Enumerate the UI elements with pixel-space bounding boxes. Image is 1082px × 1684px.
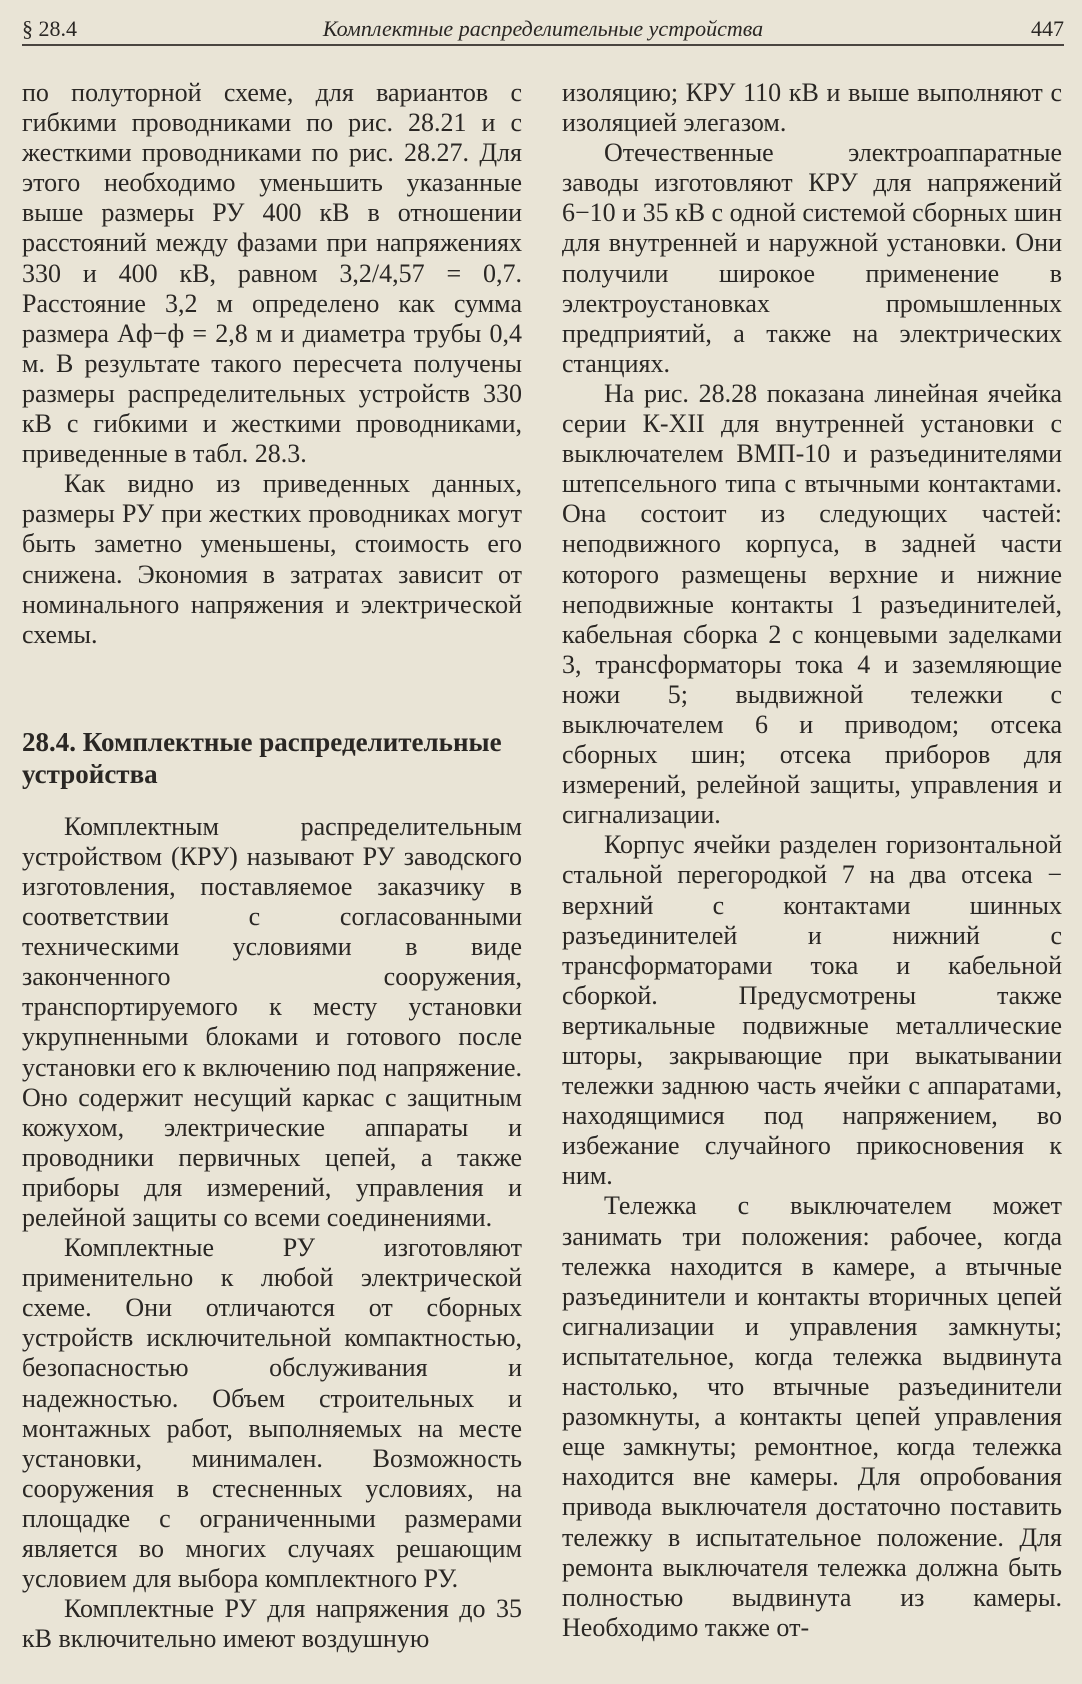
paragraph: Комплектные РУ изготовляют применительно к любой электрической схеме. Они отличаются от сборных устройств исключительной компактностью, безопасностью обслуживания и надежностью. Объем строительных и монтажных работ, выполняемых на месте установки, минимален. Возможность сооружения в стесненных условиях, на площадке с ограниченными размерами является во многих случаях решающим условием для выбора комплектного РУ. (22, 1233, 522, 1594)
paragraph: Корпус ячейки разделен горизонтальной стальной перегородкой 7 на два отсека − верхний с контактами шинных разъединителей и нижний с трансформаторами тока и кабельной сборкой. Предусмотрены также вертикальные подвижные металлические шторы, закрывающие при выкатывании тележки заднюю часть ячейки с аппаратами, находящимися под напряжением, во избежание случайного прикосновения к ним. (562, 830, 1062, 1191)
paragraph: На рис. 28.28 показана линейная ячейка серии К-XII для внутренней установки с выключателем ВМП-10 и разъединителями штепсельного типа с втычными контактами. Она состоит из следующих частей: неподвижного корпуса, в задней части которого размещены верхние и нижние неподвижные контакты 1 разъединителей, кабельная сборка 2 с концевыми заделками 3, трансформаторы тока 4 и заземляющие ножи 5; выдвижной тележки с выключателем 6 и приводом; отсека сборных шин; отсека приборов для измерений, релейной защиты, управления и сигнализации. (562, 378, 1062, 830)
running-title: Комплектные распределительные устройства (322, 16, 764, 41)
paragraph: Тележка с выключателем может занимать три положения: рабочее, когда тележка находится в камере, а втычные разъединители и контакты вторичных цепей сигнализации и управления замкнуты; испытательное, когда тележка выдвинута настолько, что втычные разъединители разомкнуты, а контакты цепей управления еще замкнуты; ремонтное, когда тележка находится вне камеры. Для опробования привода выключателя достаточно поставить тележку в испытательное положение. Для ремонта выключателя тележка должна быть полностью выдвинута из камеры. Необходимо также от- (562, 1191, 1062, 1642)
paragraph: Как видно из приведенных данных, размеры РУ при жестких проводниках могут быть заметно уменьшены, стоимость его снижена. Экономия в затратах зависит от номинального напряжения и электрической схемы. (22, 469, 522, 649)
paragraph: Комплектные РУ для напряжения до 35 кВ включительно имеют воздушную (22, 1594, 522, 1654)
paragraph: изоляцию; КРУ 110 кВ и выше выполняют с изоляцией элегазом. (562, 78, 1062, 138)
paragraph: Комплектным распределительным устройством (КРУ) называют РУ заводского изготовления, поставляемое заказчику в соответствии с согласованными техническими условиями в виде законченного сооружения, транспортируемого к месту установки укрупненными блоками и готового после установки его к включению под напряжение. Оно содержит несущий каркас с защитным кожухом, электрические аппараты и проводники первичных цепей, а также приборы для измерений, управления и релейной защиты со всеми соединениями. (22, 811, 522, 1232)
paragraph: Отечественные электроаппаратные заводы изготовляют КРУ для напряжений 6−10 и 35 кВ с одной системой сборных шин для внутренней и наружной установки. Они получили широкое применение в электроустановках промышленных предприятий, а также на электрических станциях. (562, 138, 1062, 378)
paragraph: по полуторной схеме, для вариантов с гибкими проводниками по рис. 28.21 и с жесткими проводниками по рис. 28.27. Для этого необходимо уменьшить указанные выше размеры РУ 400 кВ в отношении расстояний между фазами при напряжениях 330 и 400 кВ, равном 3,2/4,57 = 0,7. Расстояние 3,2 м определено как сумма размера Aф−ф = 2,8 м и диаметра трубы 0,4 м. В результате такого пересчета получены размеры распределительных устройств 330 кВ с гибкими и жесткими проводниками, приведенные в табл. 28.3. (22, 78, 522, 469)
left-column (22, 78, 522, 1654)
section-heading: 28.4. Комплектные распределительные устройства (22, 726, 502, 789)
page-number: 447 (1031, 16, 1064, 41)
running-header (22, 12, 1064, 46)
right-column (562, 78, 1062, 1643)
section-number: § 28.4 (22, 16, 77, 41)
